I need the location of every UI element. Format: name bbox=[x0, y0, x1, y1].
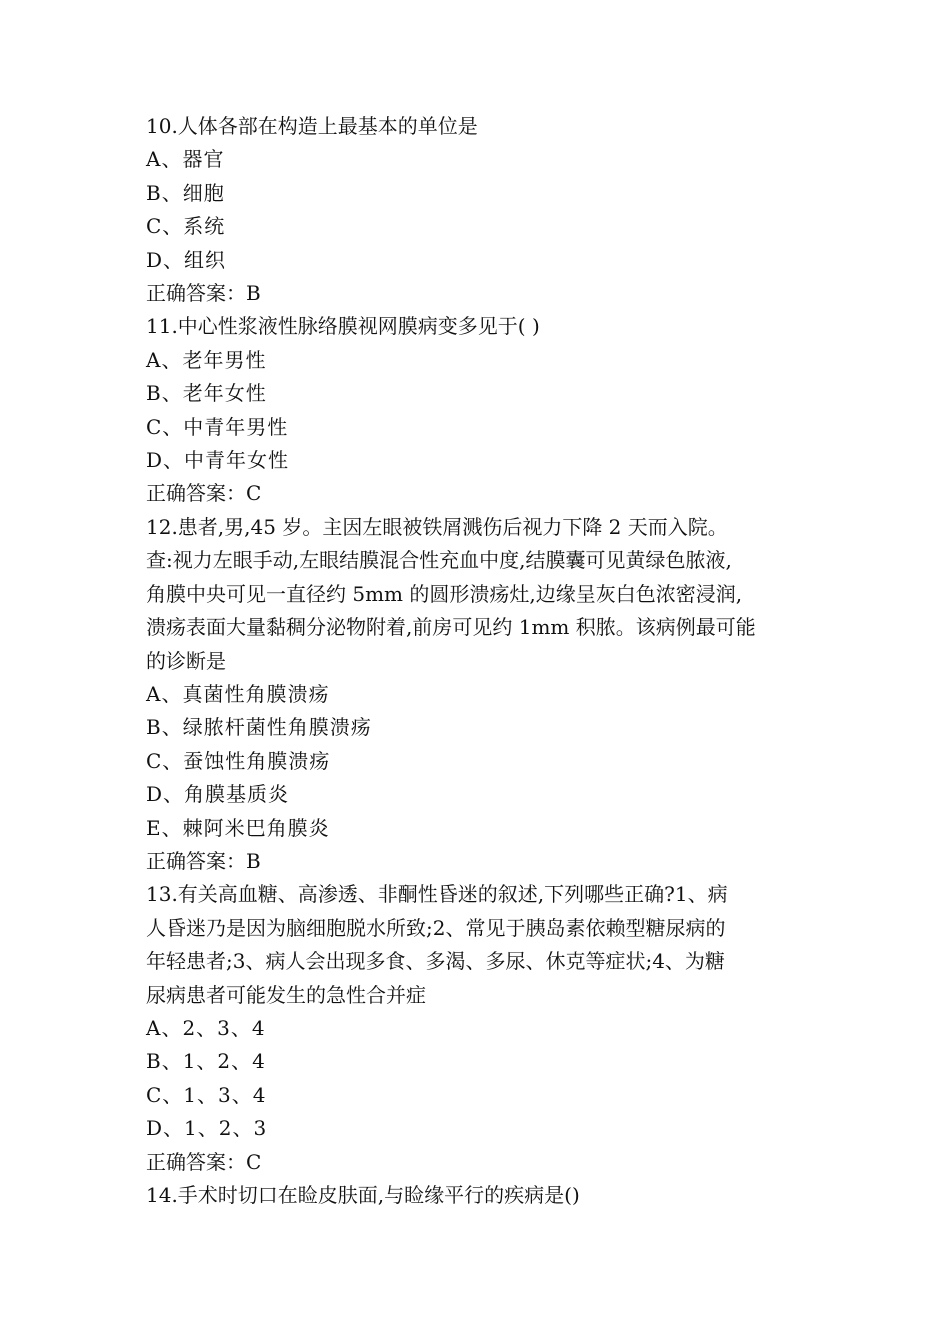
question-stem-line: 查:视力左眼手动,左眼结膜混合性充血中度,结膜囊可见黄绿色脓液, bbox=[146, 548, 732, 573]
option-c: C、蚕蚀性角膜溃疡 bbox=[146, 748, 331, 773]
option-c: C、系统 bbox=[146, 214, 226, 239]
question-11 bbox=[146, 310, 816, 510]
option-b: B、绿脓杆菌性角膜溃疡 bbox=[146, 715, 372, 740]
question-14 bbox=[146, 1179, 816, 1212]
question-stem-line: 角膜中央可见一直径约 5mm 的圆形溃疡灶,边缘呈灰白色浓密浸润, bbox=[146, 581, 743, 606]
question-stem-line: 的诊断是 bbox=[146, 648, 226, 673]
question-stem: 10.人体各部在构造上最基本的单位是 bbox=[146, 114, 478, 138]
option-c: C、中青年男性 bbox=[146, 414, 289, 439]
option-a: A、器官 bbox=[146, 147, 225, 172]
option-b: B、老年女性 bbox=[146, 381, 267, 406]
question-stem: 14.手术时切口在睑皮肤面,与睑缘平行的疾病是() bbox=[146, 1183, 580, 1207]
option-d: D、1、2、3 bbox=[146, 1116, 268, 1141]
question-stem-line: 溃疡表面大量黏稠分泌物附着,前房可见约 1mm 积脓。该病例最可能 bbox=[146, 615, 756, 640]
option-c: C、1、3、4 bbox=[146, 1082, 267, 1107]
correct-answer: 正确答案：C bbox=[146, 1149, 262, 1174]
question-stem-line: 人昏迷乃是因为脑细胞脱水所致;2、常见于胰岛素依赖型糖尿病的 bbox=[146, 915, 726, 940]
option-e: E、棘阿米巴角膜炎 bbox=[146, 815, 330, 840]
correct-answer: 正确答案：B bbox=[146, 281, 261, 306]
question-stem: 11.中心性浆液性脉络膜视网膜病变多见于( ) bbox=[146, 314, 540, 339]
question-13 bbox=[146, 878, 816, 1179]
option-d: D、组织 bbox=[146, 247, 227, 272]
option-a: A、真菌性角膜溃疡 bbox=[146, 681, 330, 706]
question-stem-line: 12.患者,男,45 岁。主因左眼被铁屑溅伤后视力下降 2 天而入院。 bbox=[146, 514, 728, 539]
option-b: B、细胞 bbox=[146, 180, 225, 205]
question-12 bbox=[146, 511, 816, 878]
document-page bbox=[146, 110, 816, 1212]
question-stem-line: 13.有关高血糖、高渗透、非酮性昏迷的叙述,下列哪些正确?1、病 bbox=[146, 882, 728, 907]
option-d: D、中青年女性 bbox=[146, 448, 290, 473]
correct-answer: 正确答案：B bbox=[146, 848, 261, 873]
question-10 bbox=[146, 110, 816, 310]
correct-answer: 正确答案：C bbox=[146, 481, 262, 506]
question-stem-line: 尿病患者可能发生的急性合并症 bbox=[146, 982, 426, 1007]
question-stem-line: 年轻患者;3、病人会出现多食、多渴、多尿、休克等症状;4、为糖 bbox=[146, 949, 725, 974]
option-a: A、2、3、4 bbox=[146, 1015, 266, 1040]
option-a: A、老年男性 bbox=[146, 347, 267, 372]
option-b: B、1、2、4 bbox=[146, 1049, 266, 1074]
option-d: D、角膜基质炎 bbox=[146, 782, 290, 807]
